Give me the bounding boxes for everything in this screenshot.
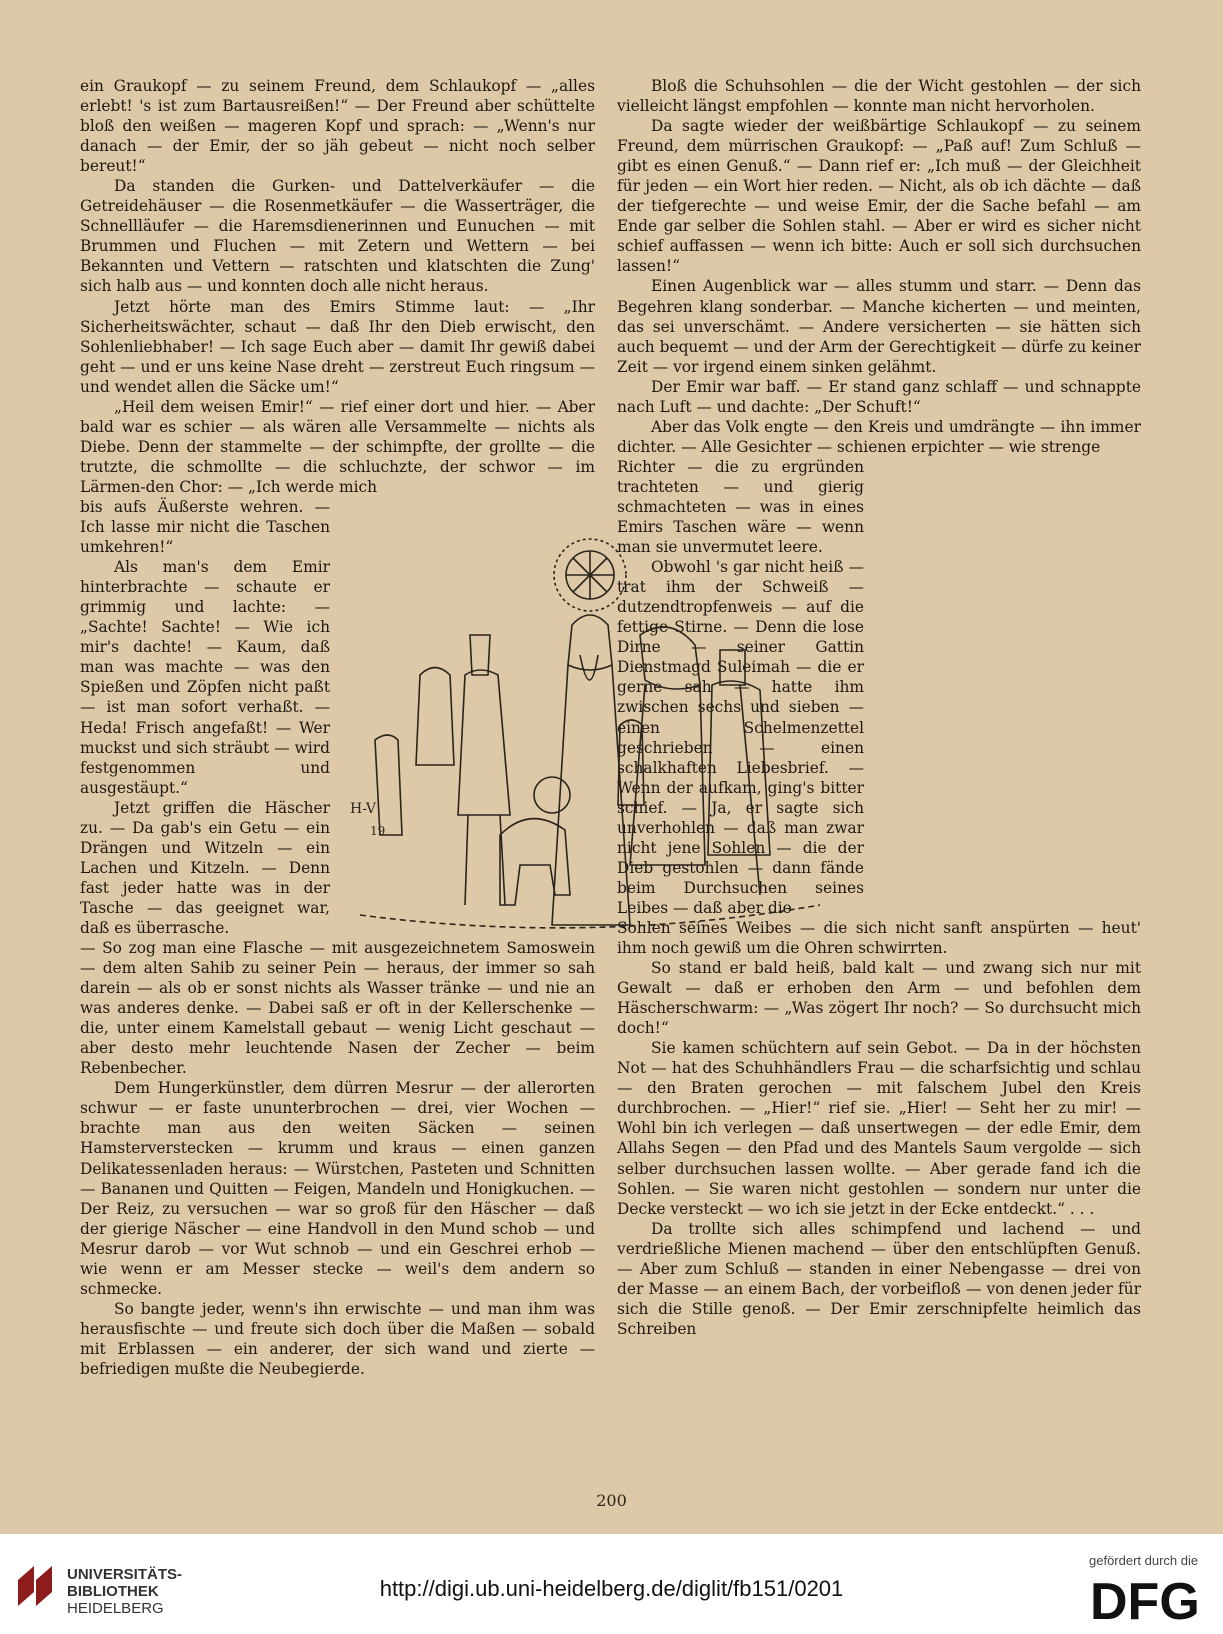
library-name: UNIVERSITÄTS- BIBLIOTHEK HEIDELBERG	[67, 1566, 183, 1617]
paragraph: Da sagte wieder der weißbärtige Schlaukopf — zu seinem Freund, dem mürrischen Graukopf: — „Paß auf! Zum Schluß — gibt es einen Genuß.“ — Dann rief er: „Ich muß — der Gleichheit für jeden — ein Wort hier reden. — Nicht, als ob ich dächte — daß der tiefgerechte — und weise Emir, der die Sache befahl — am Ende gar selber die Sohlen stahl. — Aber er wird es sicher nicht schief auffassen — wenn ich bitte: Auch er soll sich durchsuchen lassen!“	[617, 117, 1141, 276]
paragraph: Dem Hungerkünstler, dem dürren Mesrur — der allerorten schwur — er faste ununterbrochen — drei, vier Wochen — brachte man aus den weiten Säcken — seinen Hamsterverstecken — krumm und kraus — einen ganzen Delikatessenladen heraus: — Würstchen, Pasteten und Schnitten — Bananen und Quitten — Feigen, Mandeln und Honigkuchen. — Der Reiz, zu versuchen — war so groß für den Häscher — daß der gierige Näscher — eine Handvoll in den Mund schob — und Mesrur darob — vor Wut schnob — und ein Geschrei erhob — wie wenn er am Messer stecke — weil's dem andern so schmecke.	[80, 1079, 595, 1298]
paragraph: ein Graukopf — zu seinem Freund, dem Schlaukopf — „alles erlebt! 's ist zum Bartausreißen!“ — Der Freund aber schüttelte bloß den weißen — mageren Kopf und sprach: — „Wenn's nur danach — der Emir, der so jäh gebeut — nicht noch selber bereut!“	[80, 77, 595, 176]
paragraph: Bloß die Schuhsohlen — die der Wicht gestohlen — der sich vielleicht längst empfohlen — konnte man nicht hervorholen.	[617, 77, 1141, 116]
paragraph: Als man's dem Emir hinterbrachte — schaute er grimmig und lachte: — „Sachte! Sachte! — Wie ich mir's dachte! — Kaum, daß man was machte — was den Spießen und Zöpfen nicht paßt — ist man sofort verhaßt. — Heda! Frisch angefaßt! — Wer muckst und sich sträubt — wird festgenommen und ausgestäupt.“	[80, 558, 330, 797]
source-url-link[interactable]: http://digi.ub.uni-heidelberg.de/diglit/fb151/0201	[379, 1576, 844, 1601]
dfg-logo	[1090, 1573, 1210, 1625]
paragraph: Jetzt hörte man des Emirs Stimme laut: — „Ihr Sicherheitswächter, schaut — daß Ihr den Dieb erwischt, den Sohlenliebhaber! — Ich sage Euch aber — damit Ihr gewiß dabei geht — und er uns keine Nase dreht — zerstreut Euch ringsum — und wendet allen die Säcke um!“	[80, 297, 595, 396]
paragraph: Da trollte sich alles schimpfend und lachend — und verdrießliche Mienen machend — über den entschlüpften Genuß. — Aber zum Schluß — standen in einer Nebengasse — drei von der Masse — an einem Bach, der vorbeifloß — von denen jeder für sich die Stille genoß. — Der Emir zerschnipfelte heimlich das Schreiben	[617, 1219, 1141, 1338]
paragraph: Der Emir war baff. — Er stand ganz schlaff — und schnappte nach Luft — und dachte: „Der Schuft!“	[617, 377, 1141, 416]
svg-text:DFG: DFG	[1090, 1573, 1200, 1625]
page-number: 200	[596, 1491, 627, 1510]
paragraph: So stand er bald heiß, bald kalt — und zwang sich nur mit Gewalt — daß er erhoben den Arm — und befohlen dem Häscherschwarm: — „Was zögert Ihr noch? — So durchsucht mich doch!“	[617, 959, 1141, 1038]
paragraph: bis aufs Äußerste wehren. — Ich lasse mir nicht die Taschen umkehren!“	[80, 497, 330, 557]
paragraph: Einen Augenblick war — alles stumm und starr. — Denn das Begehren klang sonderbar. — Manche kicherten — und meinten, das sei unverschämt. — Andere versicherten — sie hätten sich auch bequemt — und der Arm der Gerechtigkeit — dürfe zu keiner Zeit — vor irgend einem sinken gelähmt.	[617, 277, 1141, 376]
paragraph: Sohlen seines Weibes — die sich nicht sanft anspürten — heut' ihm noch gewiß um die Ohren schwirrten.	[617, 918, 1141, 958]
illustration-signature: H-V	[350, 801, 377, 817]
paragraph: Richter — die zu ergründen trachteten — und gierig schmachteten — was in eines Emirs Taschen wäre — wenn man sie unvermutet leere.	[617, 457, 864, 557]
paragraph: Aber das Volk engte — den Kreis und umdrängte — ihn immer dichter. — Alle Gesichter — schienen erpichter — wie strenge	[617, 417, 1141, 456]
paragraph: Da standen die Gurken- und Dattelverkäufer — die Getreidehäuser — die Rosenmetkäufer — die Wasserträger, die Schnellläufer — die Haremsdienerinnen und Eunuchen — mit Brummen und Fluchen — mit Zetern und Wettern — bei Bekannten und Vettern — ratschten und klatschten die Zung' sich halb aus — und konnten doch alle nicht heraus.	[80, 177, 595, 296]
paragraph: Sie kamen schüchtern auf sein Gebot. — Da in der höchsten Not — hat des Schuhhändlers Frau — die scharfsichtig und schlau — den Braten gerochen — mit falschem Jubel den Kreis durchbrochen. — „Hier!“ rief sie. „Hier! — Seht her zu mir! — Wohl bin ich verlegen — daß unsertwegen — der edle Emir, dem Allahs Segen — den Pfad und des Mantels Saum vergolde — sich selber durchsuchen lassen wollte. — Aber gerade fand ich die Sohlen. — Sie waren nicht gestohlen — sondern nur unter die Decke versteckt — wo ich sie jetzt in der Ecke entdeckt.“ . . .	[617, 1039, 1141, 1218]
sponsor-text: gefördert durch die	[1089, 1553, 1199, 1568]
paragraph: Jetzt griffen die Häscher zu. — Da gab's ein Getu — ein Drängen und Witzeln — ein Lachen und Kitzeln. — Denn fast jeder hatte was in der Tasche — das geeignet war, daß es überrasche.	[80, 798, 330, 937]
paragraph: „Heil dem weisen Emir!“ — rief einer dort und hier. — Aber bald war es schier — als wären alle Versammelte — nichts als Diebe. Denn der stammelte — der schimpfte, der grollte — die trutzte, die schmollte — die schluchzte, der schwor — im Lärmen-den Chor: — „Ich werde mich	[80, 397, 595, 496]
paragraph: So bangte jeder, wenn's ihn erwischte — und man ihm was herausfischte — und freute sich doch über die Maßen — sobald mit Erblassen — ein anderer, der sich wand und zierte — befriedigen mußte die Neubegierde.	[80, 1299, 595, 1378]
illustration-year: 19	[370, 824, 386, 838]
emir-crowd-illustration	[340, 535, 880, 975]
paragraph: Obwohl 's gar nicht heiß — trat ihm der Schweiß — dutzendtropfenweis — auf die fettige Stirne. — Denn die lose Dirne — seiner Gattin Dienstmagd Suleimah — die er gerne sah — hatte ihm zwischen sechs und sieben — einen Schelmenzettel geschrieben — einen schalkhaften Liebesbrief. — Wenn der aufkam, ging's bitter schief. — Ja, er sagte sich unverhohlen — daß man zwar nicht jene Sohlen — die der Dieb gestohlen — dann fände beim Durchsuchen seines Leibes — daß aber die	[617, 558, 864, 917]
paragraph: — So zog man eine Flasche — mit ausgezeichnetem Samoswein — dem alten Sahib zu seiner Pein — heraus, der immer so sah darein — als ob er sonst nichts als Wasser tränke — und nie an was anderes denke. — Dabei saß er oft in der Kellerschenke — die, unter einem Kamelstall gebaut — wenig Licht geschaut — aber desto mehr leuchtende Nasen der Zecher — beim Rebenbecher.	[80, 939, 595, 1078]
